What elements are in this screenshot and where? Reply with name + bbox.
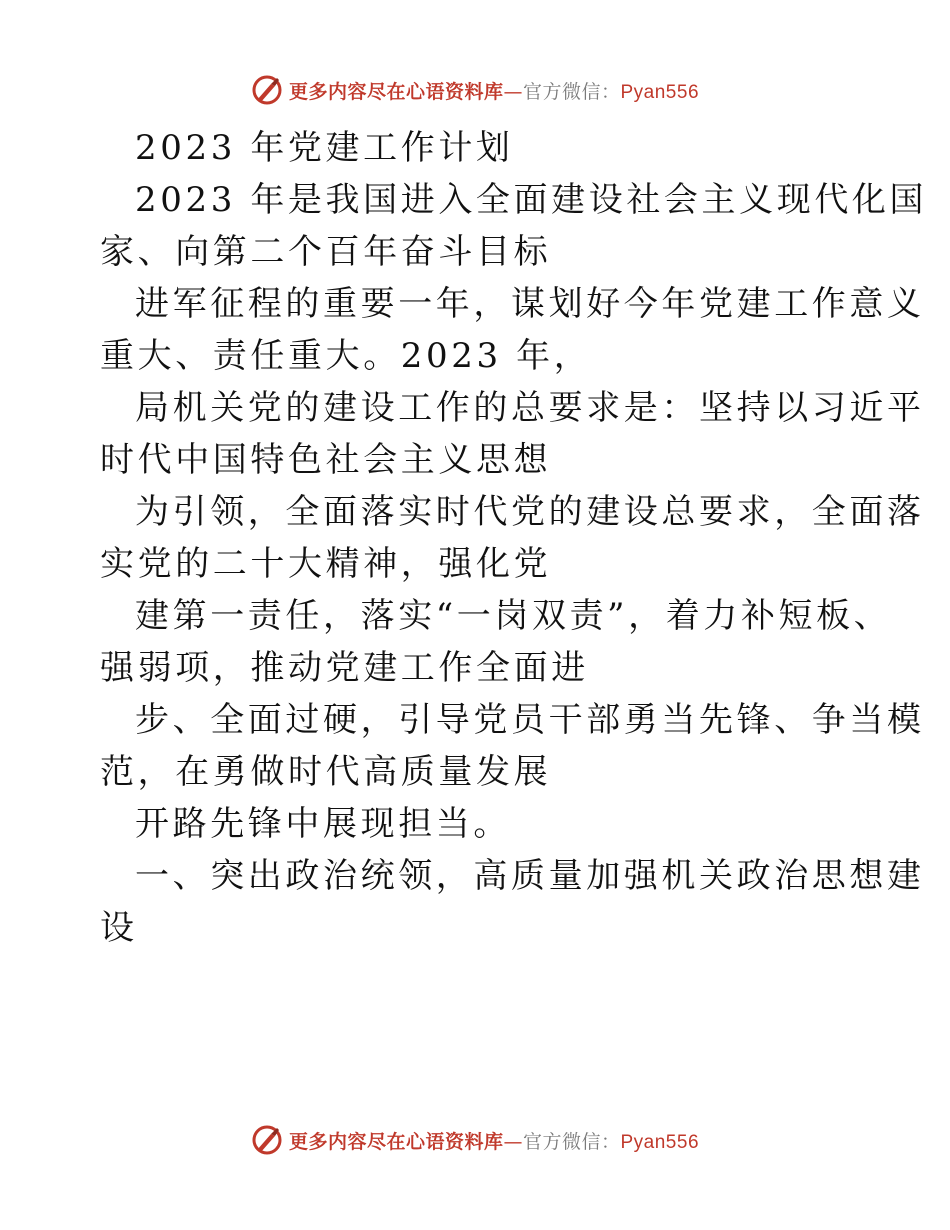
watermark-text bbox=[289, 1127, 699, 1154]
section-heading-continuation: 设 bbox=[100, 908, 138, 948]
watermark-site-text: 更多内容尽在心语资料库 bbox=[288, 1130, 504, 1153]
watermark-dash: — bbox=[503, 1130, 523, 1153]
watermark-wechat-id: Pyan556 bbox=[620, 81, 700, 103]
footer-watermark bbox=[0, 1122, 950, 1158]
paragraph-line: 实党的二十大精神，强化党 bbox=[100, 544, 552, 584]
paragraph-line: 进军征程的重要一年，谋划好今年党建工作意义 bbox=[135, 284, 925, 324]
document-title: 2023 年党建工作计划 bbox=[135, 128, 514, 168]
section-heading: 一、突出政治统领，高质量加强机关政治思想建 bbox=[135, 856, 925, 896]
paragraph-line: 为引领，全面落实时代党的建设总要求，全面落 bbox=[135, 492, 925, 532]
watermark-dash: — bbox=[503, 80, 523, 103]
brush-logo-icon bbox=[251, 74, 283, 106]
watermark-text bbox=[289, 77, 699, 104]
header-watermark bbox=[0, 72, 950, 108]
document-body bbox=[100, 122, 928, 954]
brush-logo-icon bbox=[251, 1124, 283, 1156]
paragraph-line: 范，在勇做时代高质量发展 bbox=[100, 752, 552, 792]
paragraph-line: 强弱项，推动党建工作全面进 bbox=[100, 648, 589, 688]
watermark-wechat-label: 官方微信： bbox=[522, 80, 621, 103]
paragraph-line: 建第一责任，落实“一岗双责”，着力补短板、 bbox=[135, 596, 892, 636]
watermark-wechat-label: 官方微信： bbox=[522, 1130, 621, 1153]
paragraph-line: 步、全面过硬，引导党员干部勇当先锋、争当模 bbox=[135, 700, 925, 740]
watermark-wechat-id: Pyan556 bbox=[620, 1131, 700, 1153]
paragraph-line: 重大、责任重大。2023 年， bbox=[100, 336, 592, 376]
paragraph-line: 家、向第二个百年奋斗目标 bbox=[100, 232, 552, 272]
paragraph-line: 局机关党的建设工作的总要求是：坚持以习近平 bbox=[135, 388, 925, 428]
paragraph-line: 2023 年是我国进入全面建设社会主义现代化国 bbox=[135, 180, 928, 220]
watermark-site-text: 更多内容尽在心语资料库 bbox=[288, 80, 504, 103]
paragraph-line: 时代中国特色社会主义思想 bbox=[100, 440, 552, 480]
paragraph-line: 开路先锋中展现担当。 bbox=[135, 804, 511, 844]
